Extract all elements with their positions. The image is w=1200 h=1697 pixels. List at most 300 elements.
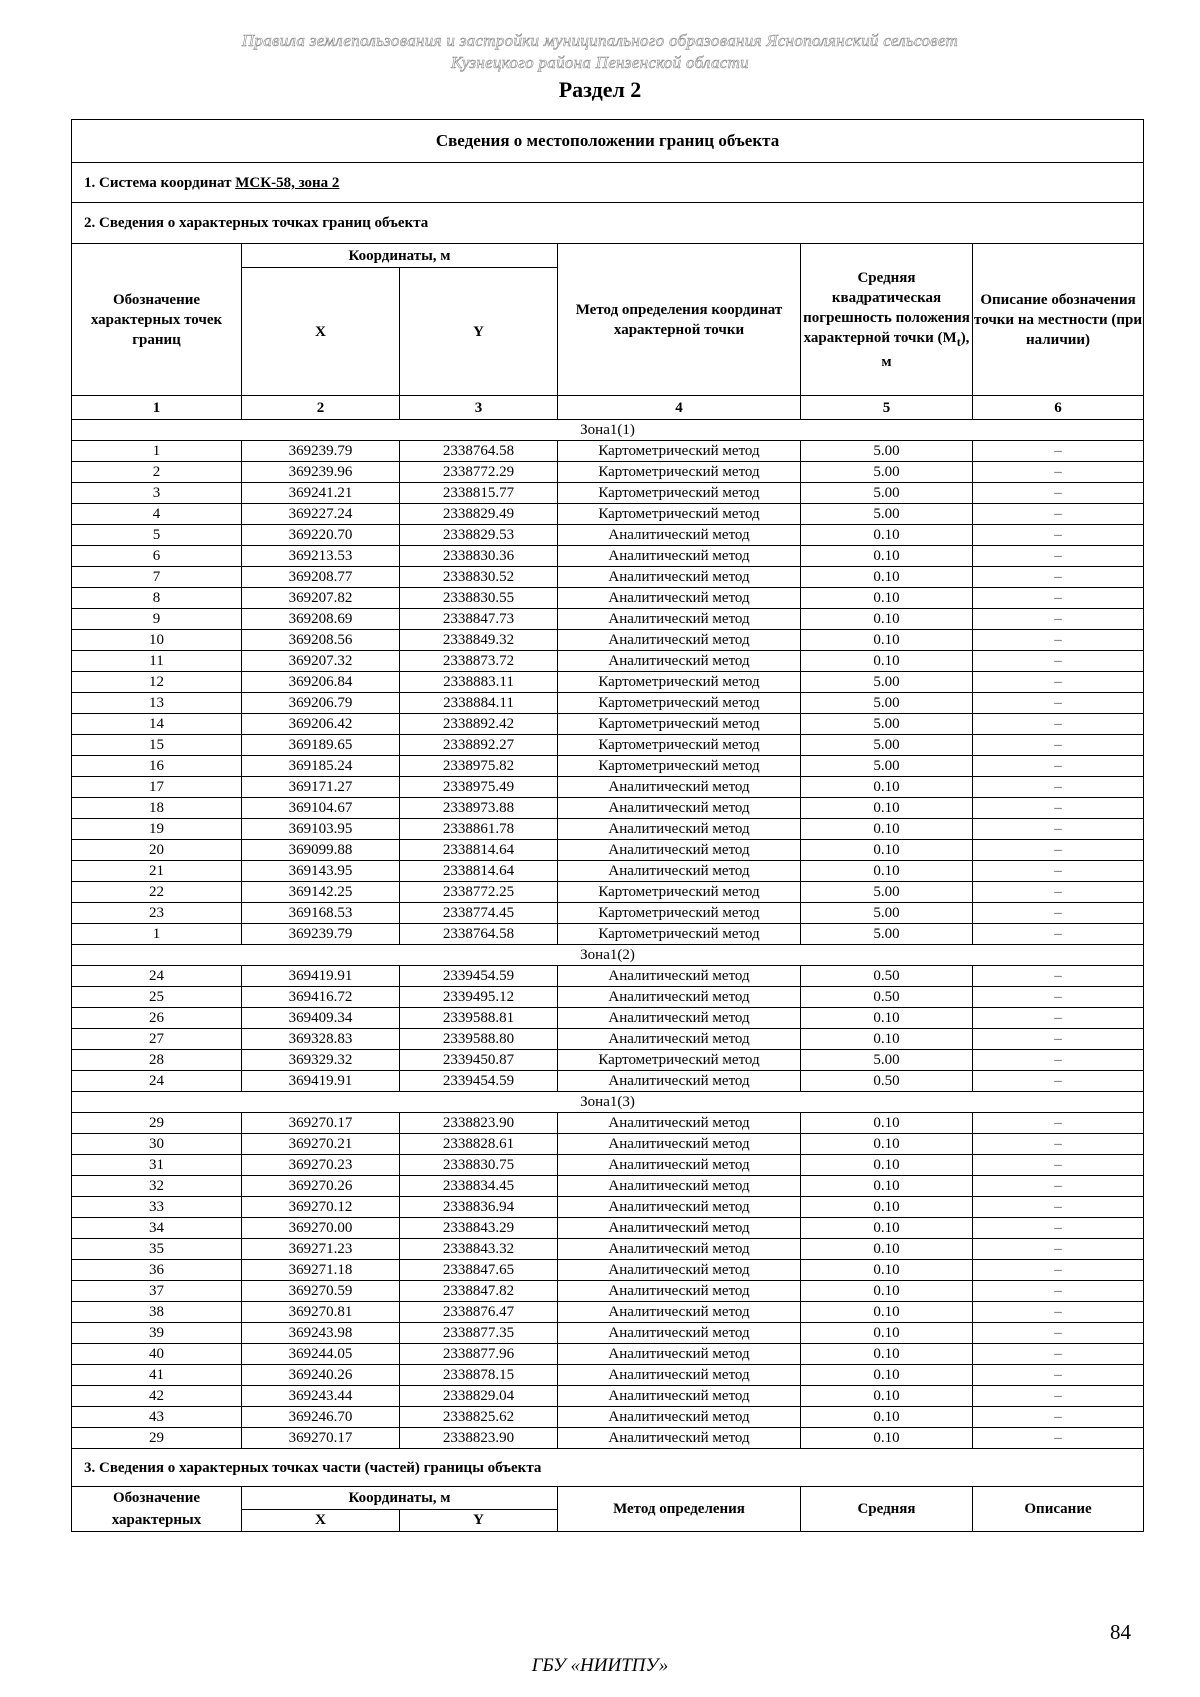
- method-cell: Аналитический метод: [558, 525, 801, 546]
- description-cell: –: [973, 1323, 1144, 1344]
- description-cell: –: [973, 819, 1144, 840]
- error-cell: 0.10: [801, 1302, 973, 1323]
- method-cell: Картометрический метод: [558, 462, 801, 483]
- description-cell: –: [973, 1029, 1144, 1050]
- table-row: [72, 1218, 1144, 1239]
- error-cell: 5.00: [801, 504, 973, 525]
- table-row: [72, 987, 1144, 1008]
- error-cell: 0.10: [801, 1428, 973, 1449]
- point-id-cell: 20: [72, 840, 242, 861]
- y-cell: 2338861.78: [400, 819, 558, 840]
- table-row: [72, 1428, 1144, 1449]
- method-cell: Картометрический метод: [558, 882, 801, 903]
- description-cell: –: [973, 987, 1144, 1008]
- x-cell: 369270.21: [242, 1134, 400, 1155]
- running-header: [0, 30, 1200, 74]
- table-row: [72, 819, 1144, 840]
- x-cell: 369206.79: [242, 693, 400, 714]
- y-cell: 2338849.32: [400, 630, 558, 651]
- column-number: 3: [400, 396, 558, 420]
- table-row: [72, 840, 1144, 861]
- y-cell: 2339450.87: [400, 1050, 558, 1071]
- table-row: [72, 1176, 1144, 1197]
- point-id-cell: 6: [72, 546, 242, 567]
- point-id-cell: 43: [72, 1407, 242, 1428]
- y-cell: 2338847.65: [400, 1260, 558, 1281]
- method-cell: Аналитический метод: [558, 777, 801, 798]
- table-row: [72, 1344, 1144, 1365]
- error-cell: 0.10: [801, 1113, 973, 1134]
- y-cell: 2338884.11: [400, 693, 558, 714]
- y-cell: 2338876.47: [400, 1302, 558, 1323]
- y-cell: 2338823.90: [400, 1428, 558, 1449]
- method-cell: Картометрический метод: [558, 924, 801, 945]
- column-number: 1: [72, 396, 242, 420]
- y-cell: 2338772.25: [400, 882, 558, 903]
- error-cell: 5.00: [801, 924, 973, 945]
- header-description: Описание обозначения точки на местности (при наличии): [973, 244, 1144, 396]
- error-cell: 0.10: [801, 1386, 973, 1407]
- point-id-cell: 40: [72, 1344, 242, 1365]
- y-cell: 2338764.58: [400, 441, 558, 462]
- point-id-cell: 11: [72, 651, 242, 672]
- error-cell: 5.00: [801, 441, 973, 462]
- x-cell: 369104.67: [242, 798, 400, 819]
- error-cell: 5.00: [801, 693, 973, 714]
- method-cell: Аналитический метод: [558, 1134, 801, 1155]
- x-cell: 369208.56: [242, 630, 400, 651]
- footer: ГБУ «НИИТПУ»: [531, 1655, 669, 1676]
- description-cell: –: [973, 693, 1144, 714]
- description-cell: –: [973, 1197, 1144, 1218]
- method-cell: Аналитический метод: [558, 1344, 801, 1365]
- description-cell: –: [973, 588, 1144, 609]
- description-cell: –: [973, 1218, 1144, 1239]
- y-cell: 2338847.73: [400, 609, 558, 630]
- point-id-cell: 14: [72, 714, 242, 735]
- error-cell: 0.10: [801, 777, 973, 798]
- y-cell: 2338883.11: [400, 672, 558, 693]
- x-cell: 369270.26: [242, 1176, 400, 1197]
- table-row: [72, 1386, 1144, 1407]
- x-cell: 369270.00: [242, 1218, 400, 1239]
- y-cell: 2338843.29: [400, 1218, 558, 1239]
- description-cell: –: [973, 1050, 1144, 1071]
- description-cell: –: [973, 462, 1144, 483]
- point-id-cell: 36: [72, 1260, 242, 1281]
- y-cell: 2338873.72: [400, 651, 558, 672]
- method-cell: Аналитический метод: [558, 1407, 801, 1428]
- method-cell: Картометрический метод: [558, 441, 801, 462]
- description-cell: –: [973, 1407, 1144, 1428]
- error-cell: 0.10: [801, 546, 973, 567]
- y-cell: 2338877.96: [400, 1344, 558, 1365]
- y-cell: 2339495.12: [400, 987, 558, 1008]
- error-cell: 5.00: [801, 714, 973, 735]
- table-row: [72, 567, 1144, 588]
- y-cell: 2338830.36: [400, 546, 558, 567]
- method-cell: Аналитический метод: [558, 966, 801, 987]
- x-cell: 369243.98: [242, 1323, 400, 1344]
- y-cell: 2338836.94: [400, 1197, 558, 1218]
- table-row: [72, 672, 1144, 693]
- header-y: Y: [400, 268, 558, 396]
- error-cell: 0.10: [801, 819, 973, 840]
- zone-header: Зона1(1): [72, 420, 1144, 441]
- table-row: [72, 1323, 1144, 1344]
- error-cell: 0.10: [801, 1155, 973, 1176]
- point-id-cell: 42: [72, 1386, 242, 1407]
- point-id-cell: 30: [72, 1134, 242, 1155]
- y-cell: 2338774.45: [400, 903, 558, 924]
- part-header-designation: Обозначение характерных: [72, 1487, 242, 1532]
- y-cell: 2338772.29: [400, 462, 558, 483]
- table-row: [72, 651, 1144, 672]
- zone-header: Зона1(2): [72, 945, 1144, 966]
- description-cell: –: [973, 651, 1144, 672]
- y-cell: 2338815.77: [400, 483, 558, 504]
- description-cell: –: [973, 756, 1144, 777]
- page-number: 84: [1110, 1620, 1131, 1644]
- column-number: 4: [558, 396, 801, 420]
- method-cell: Аналитический метод: [558, 567, 801, 588]
- x-cell: 369270.17: [242, 1113, 400, 1134]
- description-cell: –: [973, 1386, 1144, 1407]
- table-row: [72, 525, 1144, 546]
- coord-system-row: [72, 163, 1144, 203]
- y-cell: 2339454.59: [400, 1071, 558, 1092]
- y-cell: 2338764.58: [400, 924, 558, 945]
- method-cell: Аналитический метод: [558, 1176, 801, 1197]
- error-cell: 0.10: [801, 1239, 973, 1260]
- table-row: [72, 798, 1144, 819]
- error-cell: 0.10: [801, 525, 973, 546]
- description-cell: –: [973, 672, 1144, 693]
- coord-system-label: 1. Система координат: [84, 174, 236, 191]
- table-row: [72, 1407, 1144, 1428]
- table-row: [72, 1239, 1144, 1260]
- method-cell: Аналитический метод: [558, 987, 801, 1008]
- table-row: [72, 1281, 1144, 1302]
- y-cell: 2338814.64: [400, 861, 558, 882]
- method-cell: Картометрический метод: [558, 672, 801, 693]
- error-cell: 0.10: [801, 1323, 973, 1344]
- method-cell: Аналитический метод: [558, 1071, 801, 1092]
- description-cell: –: [973, 966, 1144, 987]
- y-cell: 2339588.81: [400, 1008, 558, 1029]
- error-cell: 5.00: [801, 483, 973, 504]
- x-cell: 369329.32: [242, 1050, 400, 1071]
- method-cell: Аналитический метод: [558, 630, 801, 651]
- header-line-1: Правила землепользования и застройки муниципального образования Яснополянский сельсовет: [241, 31, 959, 50]
- boundary-table: [71, 119, 1144, 1532]
- point-id-cell: 34: [72, 1218, 242, 1239]
- y-cell: 2338828.61: [400, 1134, 558, 1155]
- x-cell: 369270.81: [242, 1302, 400, 1323]
- description-cell: –: [973, 1239, 1144, 1260]
- y-cell: 2338878.15: [400, 1365, 558, 1386]
- description-cell: –: [973, 1155, 1144, 1176]
- error-cell: 5.00: [801, 672, 973, 693]
- x-cell: 369270.23: [242, 1155, 400, 1176]
- x-cell: 369207.32: [242, 651, 400, 672]
- description-cell: –: [973, 483, 1144, 504]
- y-cell: 2338823.90: [400, 1113, 558, 1134]
- error-cell: 5.00: [801, 462, 973, 483]
- description-cell: –: [973, 840, 1144, 861]
- x-cell: 369168.53: [242, 903, 400, 924]
- error-cell: 0.10: [801, 1197, 973, 1218]
- y-cell: 2338975.82: [400, 756, 558, 777]
- method-cell: Аналитический метод: [558, 546, 801, 567]
- y-cell: 2338829.53: [400, 525, 558, 546]
- point-id-cell: 13: [72, 693, 242, 714]
- table-row: [72, 714, 1144, 735]
- error-cell: 5.00: [801, 903, 973, 924]
- description-cell: –: [973, 1008, 1144, 1029]
- method-cell: Аналитический метод: [558, 651, 801, 672]
- method-cell: Аналитический метод: [558, 1260, 801, 1281]
- error-cell: 0.10: [801, 567, 973, 588]
- description-cell: –: [973, 1134, 1144, 1155]
- point-id-cell: 24: [72, 966, 242, 987]
- description-cell: –: [973, 861, 1144, 882]
- method-cell: Аналитический метод: [558, 1281, 801, 1302]
- method-cell: Аналитический метод: [558, 588, 801, 609]
- part-header-x: X: [242, 1509, 400, 1532]
- point-id-cell: 33: [72, 1197, 242, 1218]
- point-id-cell: 39: [72, 1323, 242, 1344]
- error-cell: 0.50: [801, 966, 973, 987]
- method-cell: Аналитический метод: [558, 1323, 801, 1344]
- error-cell: 0.10: [801, 651, 973, 672]
- table-row: [72, 1008, 1144, 1029]
- column-number: 2: [242, 396, 400, 420]
- point-id-cell: 7: [72, 567, 242, 588]
- table-row: [72, 1050, 1144, 1071]
- x-cell: 369189.65: [242, 735, 400, 756]
- method-cell: Картометрический метод: [558, 504, 801, 525]
- error-cell: 0.10: [801, 1407, 973, 1428]
- table-row: [72, 924, 1144, 945]
- point-id-cell: 8: [72, 588, 242, 609]
- error-cell: 5.00: [801, 735, 973, 756]
- error-cell: 0.10: [801, 1281, 973, 1302]
- y-cell: 2338830.55: [400, 588, 558, 609]
- description-cell: –: [973, 609, 1144, 630]
- part-header-coords: Координаты, м: [242, 1487, 558, 1510]
- table-row: [72, 1134, 1144, 1155]
- point-id-cell: 23: [72, 903, 242, 924]
- x-cell: 369208.69: [242, 609, 400, 630]
- method-cell: Аналитический метод: [558, 1302, 801, 1323]
- y-cell: 2338892.42: [400, 714, 558, 735]
- description-cell: –: [973, 1260, 1144, 1281]
- error-cell: 0.10: [801, 1344, 973, 1365]
- method-cell: Аналитический метод: [558, 1218, 801, 1239]
- description-cell: –: [973, 546, 1144, 567]
- method-cell: Картометрический метод: [558, 756, 801, 777]
- x-cell: 369143.95: [242, 861, 400, 882]
- x-cell: 369270.17: [242, 1428, 400, 1449]
- table-row: [72, 441, 1144, 462]
- table-row: [72, 735, 1144, 756]
- description-cell: –: [973, 1281, 1144, 1302]
- error-cell: 0.10: [801, 1008, 973, 1029]
- point-id-cell: 2: [72, 462, 242, 483]
- part-header-y: Y: [400, 1509, 558, 1532]
- x-cell: 369271.18: [242, 1260, 400, 1281]
- table-caption: Сведения о местоположении границ объекта: [72, 120, 1144, 163]
- method-cell: Аналитический метод: [558, 819, 801, 840]
- description-cell: –: [973, 1344, 1144, 1365]
- x-cell: 369171.27: [242, 777, 400, 798]
- table-row: [72, 966, 1144, 987]
- x-cell: 369244.05: [242, 1344, 400, 1365]
- table-row: [72, 504, 1144, 525]
- description-cell: –: [973, 882, 1144, 903]
- error-cell: 0.10: [801, 1218, 973, 1239]
- method-cell: Картометрический метод: [558, 483, 801, 504]
- method-cell: Аналитический метод: [558, 1239, 801, 1260]
- y-cell: 2338975.49: [400, 777, 558, 798]
- point-id-cell: 5: [72, 525, 242, 546]
- point-id-cell: 32: [72, 1176, 242, 1197]
- method-cell: Картометрический метод: [558, 735, 801, 756]
- column-number-row: [72, 396, 1144, 420]
- point-id-cell: 21: [72, 861, 242, 882]
- point-id-cell: 29: [72, 1113, 242, 1134]
- column-number: 6: [973, 396, 1144, 420]
- method-cell: Аналитический метод: [558, 1197, 801, 1218]
- description-cell: –: [973, 1365, 1144, 1386]
- part-header-description: Описание: [973, 1487, 1144, 1532]
- x-cell: 369213.53: [242, 546, 400, 567]
- point-id-cell: 18: [72, 798, 242, 819]
- part-section-title: 3. Сведения о характерных точках части (частей) границы объекта: [72, 1449, 1144, 1487]
- x-cell: 369103.95: [242, 819, 400, 840]
- point-id-cell: 16: [72, 756, 242, 777]
- table-row: [72, 546, 1144, 567]
- method-cell: Аналитический метод: [558, 1428, 801, 1449]
- table-row: [72, 609, 1144, 630]
- method-cell: Аналитический метод: [558, 1029, 801, 1050]
- method-cell: Аналитический метод: [558, 1008, 801, 1029]
- error-cell: 0.10: [801, 1176, 973, 1197]
- x-cell: 369419.91: [242, 966, 400, 987]
- x-cell: 369220.70: [242, 525, 400, 546]
- y-cell: 2338877.35: [400, 1323, 558, 1344]
- table-row: [72, 1155, 1144, 1176]
- x-cell: 369271.23: [242, 1239, 400, 1260]
- method-cell: Картометрический метод: [558, 1050, 801, 1071]
- description-cell: –: [973, 630, 1144, 651]
- error-cell: 0.10: [801, 1365, 973, 1386]
- description-cell: –: [973, 1302, 1144, 1323]
- x-cell: 369409.34: [242, 1008, 400, 1029]
- x-cell: 369099.88: [242, 840, 400, 861]
- table-row: [72, 630, 1144, 651]
- point-id-cell: 24: [72, 1071, 242, 1092]
- error-cell: 0.10: [801, 861, 973, 882]
- method-cell: Аналитический метод: [558, 1386, 801, 1407]
- header-x: X: [242, 268, 400, 396]
- x-cell: 369241.21: [242, 483, 400, 504]
- part-header-error: Средняя: [801, 1487, 973, 1532]
- y-cell: 2338847.82: [400, 1281, 558, 1302]
- x-cell: 369208.77: [242, 567, 400, 588]
- table-row: [72, 1365, 1144, 1386]
- y-cell: 2338829.04: [400, 1386, 558, 1407]
- point-id-cell: 4: [72, 504, 242, 525]
- point-id-cell: 12: [72, 672, 242, 693]
- error-cell: 5.00: [801, 882, 973, 903]
- point-id-cell: 31: [72, 1155, 242, 1176]
- method-cell: Аналитический метод: [558, 861, 801, 882]
- error-cell: 0.50: [801, 1071, 973, 1092]
- error-cell: 0.50: [801, 987, 973, 1008]
- error-cell: 5.00: [801, 1050, 973, 1071]
- table-row: [72, 756, 1144, 777]
- description-cell: –: [973, 903, 1144, 924]
- point-id-cell: 1: [72, 441, 242, 462]
- x-cell: 369227.24: [242, 504, 400, 525]
- y-cell: 2338834.45: [400, 1176, 558, 1197]
- y-cell: 2338830.75: [400, 1155, 558, 1176]
- points-section-title: 2. Сведения о характерных точках границ объекта: [72, 203, 1144, 244]
- table-row: [72, 1260, 1144, 1281]
- header-line-2: Кузнецкого района Пензенской области: [451, 53, 749, 72]
- x-cell: 369419.91: [242, 1071, 400, 1092]
- x-cell: 369416.72: [242, 987, 400, 1008]
- table-row: [72, 588, 1144, 609]
- error-cell: 0.10: [801, 588, 973, 609]
- table-row: [72, 693, 1144, 714]
- coord-system-value: МСК-58, зона 2: [235, 174, 340, 191]
- y-cell: 2338973.88: [400, 798, 558, 819]
- point-id-cell: 3: [72, 483, 242, 504]
- error-cell: 5.00: [801, 756, 973, 777]
- x-cell: 369206.42: [242, 714, 400, 735]
- description-cell: –: [973, 714, 1144, 735]
- point-id-cell: 29: [72, 1428, 242, 1449]
- method-cell: Аналитический метод: [558, 798, 801, 819]
- table-row: [72, 777, 1144, 798]
- point-id-cell: 19: [72, 819, 242, 840]
- point-id-cell: 27: [72, 1029, 242, 1050]
- x-cell: 369243.44: [242, 1386, 400, 1407]
- x-cell: 369270.12: [242, 1197, 400, 1218]
- y-cell: 2338829.49: [400, 504, 558, 525]
- y-cell: 2338830.52: [400, 567, 558, 588]
- point-id-cell: 17: [72, 777, 242, 798]
- table-row: [72, 462, 1144, 483]
- error-cell: 0.10: [801, 1029, 973, 1050]
- point-id-cell: 9: [72, 609, 242, 630]
- x-cell: 369239.79: [242, 924, 400, 945]
- error-cell: 0.10: [801, 798, 973, 819]
- x-cell: 369270.59: [242, 1281, 400, 1302]
- header-method: Метод определения координат характерной точки: [558, 244, 801, 396]
- point-id-cell: 1: [72, 924, 242, 945]
- x-cell: 369185.24: [242, 756, 400, 777]
- x-cell: 369246.70: [242, 1407, 400, 1428]
- y-cell: 2338814.64: [400, 840, 558, 861]
- column-number: 5: [801, 396, 973, 420]
- x-cell: 369206.84: [242, 672, 400, 693]
- table-row: [72, 1113, 1144, 1134]
- x-cell: 369207.82: [242, 588, 400, 609]
